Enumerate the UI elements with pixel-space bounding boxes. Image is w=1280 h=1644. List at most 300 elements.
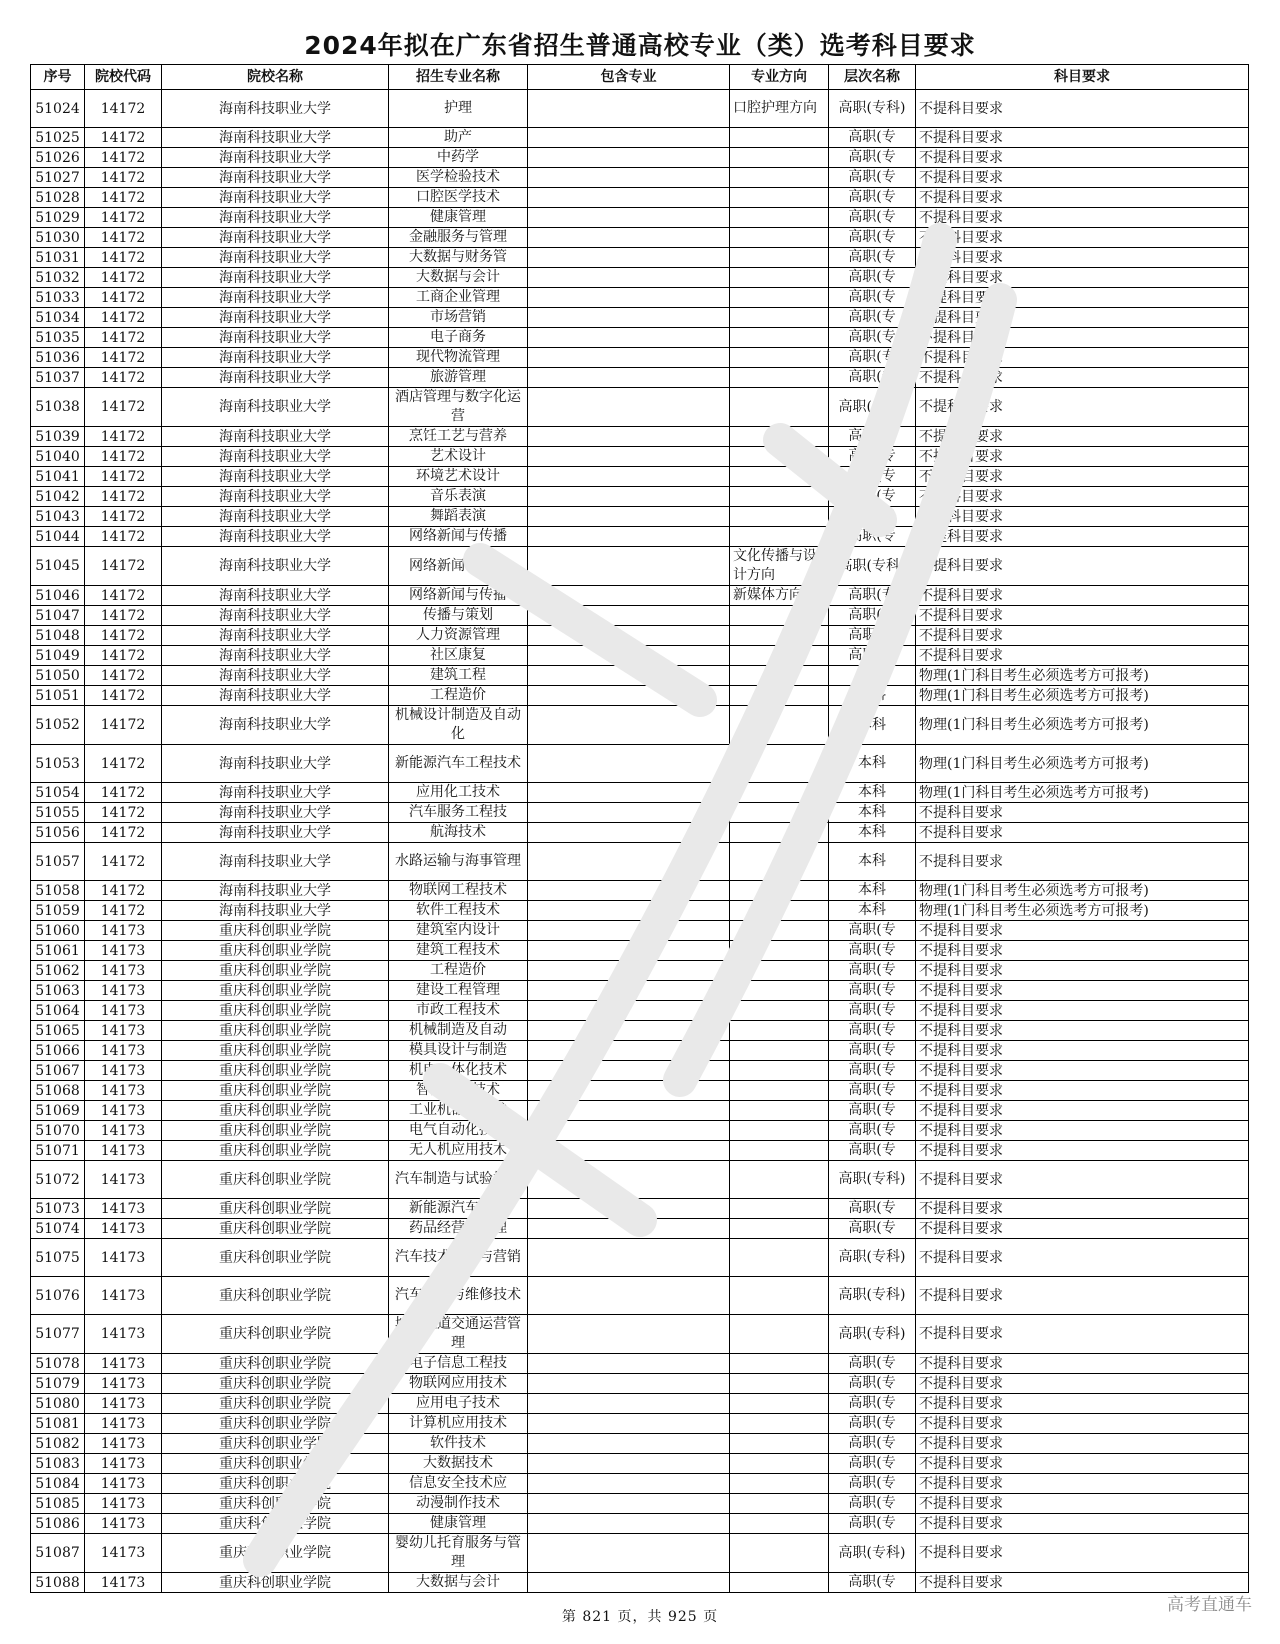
cell-school-code: 14172 [85, 388, 162, 427]
cell-level: 高职(专 [829, 1474, 916, 1494]
cell-included-majors [528, 666, 730, 686]
cell-level: 高职(专 [829, 328, 916, 348]
cell-school-code: 14173 [85, 1277, 162, 1315]
cell-seq: 51051 [31, 686, 85, 706]
cell-direction [730, 1414, 829, 1434]
cell-school-code: 14172 [85, 783, 162, 803]
cell-requirement: 不提科目要求 [916, 961, 1249, 981]
cell-level: 高职(专 [829, 1514, 916, 1534]
cell-included-majors [528, 188, 730, 208]
cell-level: 高职(专 [829, 626, 916, 646]
cell-requirement: 不提科目要求 [916, 1434, 1249, 1454]
cell-major-name: 健康管理 [389, 1514, 528, 1534]
cell-seq: 51041 [31, 467, 85, 487]
cell-school-code: 14172 [85, 228, 162, 248]
cell-level: 高职(专 [829, 1573, 916, 1593]
cell-school-name: 重庆科创职业学院 [162, 1354, 389, 1374]
cell-level: 高职(专 [829, 1354, 916, 1374]
cell-school-name: 海南科技职业大学 [162, 128, 389, 148]
cell-school-name: 海南科技职业大学 [162, 228, 389, 248]
cell-included-majors [528, 706, 730, 745]
cell-major-name: 水路运输与海事管理 [389, 843, 528, 881]
cell-school-name: 海南科技职业大学 [162, 626, 389, 646]
table-row [31, 268, 1249, 288]
cell-seq: 51078 [31, 1354, 85, 1374]
cell-requirement: 不提科目要求 [916, 467, 1249, 487]
cell-major-name: 助产 [389, 128, 528, 148]
cell-school-name: 重庆科创职业学院 [162, 1219, 389, 1239]
cell-school-name: 海南科技职业大学 [162, 467, 389, 487]
cell-level: 本科 [829, 783, 916, 803]
table-row [31, 1101, 1249, 1121]
cell-requirement: 不提科目要求 [916, 1354, 1249, 1374]
page-footer: 第 821 页，共 925 页 [561, 1609, 719, 1625]
cell-requirement: 不提科目要求 [916, 308, 1249, 328]
cell-included-majors [528, 1534, 730, 1573]
cell-included-majors [528, 208, 730, 228]
cell-school-code: 14173 [85, 921, 162, 941]
cell-major-name: 航海技术 [389, 823, 528, 843]
cell-level: 本科 [829, 666, 916, 686]
cell-level: 高职(专 [829, 1001, 916, 1021]
cell-major-name: 工商企业管理 [389, 288, 528, 308]
cell-major-name: 旅游管理 [389, 368, 528, 388]
cell-seq: 51027 [31, 168, 85, 188]
cell-school-name: 重庆科创职业学院 [162, 921, 389, 941]
cell-requirement: 不提科目要求 [916, 168, 1249, 188]
table-row [31, 1434, 1249, 1454]
header-requirement: 科目要求 [916, 65, 1249, 90]
cell-school-name: 重庆科创职业学院 [162, 1061, 389, 1081]
cell-level: 高职(专 [829, 168, 916, 188]
cell-seq: 51030 [31, 228, 85, 248]
cell-school-code: 14173 [85, 1161, 162, 1199]
cell-included-majors [528, 881, 730, 901]
cell-seq: 51060 [31, 921, 85, 941]
cell-seq: 51080 [31, 1394, 85, 1414]
cell-school-code: 14172 [85, 208, 162, 228]
cell-school-name: 重庆科创职业学院 [162, 1374, 389, 1394]
cell-seq: 51063 [31, 981, 85, 1001]
cell-school-code: 14172 [85, 507, 162, 527]
cell-level: 本科 [829, 823, 916, 843]
table-row [31, 90, 1249, 128]
cell-seq: 51025 [31, 128, 85, 148]
cell-included-majors [528, 823, 730, 843]
cell-direction [730, 921, 829, 941]
cell-included-majors [528, 467, 730, 487]
cell-school-name: 海南科技职业大学 [162, 706, 389, 745]
cell-major-name: 软件工程技术 [389, 901, 528, 921]
cell-school-code: 14173 [85, 961, 162, 981]
table-row [31, 248, 1249, 268]
cell-requirement: 不提科目要求 [916, 547, 1249, 586]
cell-major-name: 酒店管理与数字化运营 [389, 388, 528, 427]
cell-direction [730, 1534, 829, 1573]
table-row [31, 188, 1249, 208]
cell-level: 高职(专 [829, 148, 916, 168]
table-row [31, 1121, 1249, 1141]
cell-level: 高职(专 [829, 606, 916, 626]
cell-direction [730, 427, 829, 447]
cell-direction [730, 148, 829, 168]
cell-included-majors [528, 547, 730, 586]
cell-seq: 51029 [31, 208, 85, 228]
cell-requirement: 不提科目要求 [916, 1454, 1249, 1474]
cell-school-name: 重庆科创职业学院 [162, 1141, 389, 1161]
cell-direction [730, 447, 829, 467]
table-row [31, 1374, 1249, 1394]
cell-seq: 51059 [31, 901, 85, 921]
cell-direction [730, 881, 829, 901]
cell-major-name: 电子信息工程技 [389, 1354, 528, 1374]
cell-included-majors [528, 1414, 730, 1434]
cell-seq: 51044 [31, 527, 85, 547]
cell-school-name: 海南科技职业大学 [162, 308, 389, 328]
cell-direction [730, 288, 829, 308]
cell-level: 高职(专 [829, 128, 916, 148]
cell-school-code: 14173 [85, 1081, 162, 1101]
cell-major-name: 汽车检测与维修技术 [389, 1277, 528, 1315]
header-school-code: 院校代码 [85, 65, 162, 90]
cell-major-name: 社区康复 [389, 646, 528, 666]
cell-school-code: 14172 [85, 188, 162, 208]
cell-school-name: 重庆科创职业学院 [162, 1494, 389, 1514]
cell-seq: 51069 [31, 1101, 85, 1121]
cell-included-majors [528, 1101, 730, 1121]
table-row [31, 961, 1249, 981]
cell-major-name: 市政工程技术 [389, 1001, 528, 1021]
cell-school-name: 重庆科创职业学院 [162, 1001, 389, 1021]
cell-major-name: 电子商务 [389, 328, 528, 348]
cell-direction [730, 308, 829, 328]
cell-school-name: 海南科技职业大学 [162, 666, 389, 686]
cell-direction [730, 1199, 829, 1219]
cell-seq: 51057 [31, 843, 85, 881]
cell-school-name: 海南科技职业大学 [162, 168, 389, 188]
cell-seq: 51076 [31, 1277, 85, 1315]
cell-school-name: 海南科技职业大学 [162, 188, 389, 208]
cell-seq: 51072 [31, 1161, 85, 1199]
cell-level: 本科 [829, 686, 916, 706]
cell-school-name: 重庆科创职业学院 [162, 1474, 389, 1494]
cell-major-name: 新能源汽车技术 [389, 1199, 528, 1219]
cell-included-majors [528, 128, 730, 148]
cell-school-name: 海南科技职业大学 [162, 507, 389, 527]
cell-requirement: 不提科目要求 [916, 1061, 1249, 1081]
cell-school-code: 14172 [85, 487, 162, 507]
cell-requirement: 不提科目要求 [916, 1315, 1249, 1354]
cell-direction [730, 901, 829, 921]
cell-level: 高职(专 [829, 1494, 916, 1514]
cell-level: 高职(专 [829, 1199, 916, 1219]
cell-major-name: 网络新闻与传播 [389, 527, 528, 547]
cell-school-name: 重庆科创职业学院 [162, 961, 389, 981]
cell-school-code: 14172 [85, 427, 162, 447]
table-row [31, 1514, 1249, 1534]
cell-requirement: 不提科目要求 [916, 606, 1249, 626]
cell-seq: 51058 [31, 881, 85, 901]
table-row [31, 1394, 1249, 1414]
cell-requirement: 不提科目要求 [916, 921, 1249, 941]
cell-direction [730, 128, 829, 148]
cell-direction [730, 1219, 829, 1239]
table-row [31, 1573, 1249, 1593]
cell-level: 高职(专 [829, 348, 916, 368]
cell-school-code: 14172 [85, 686, 162, 706]
cell-requirement: 不提科目要求 [916, 188, 1249, 208]
cell-direction [730, 626, 829, 646]
cell-level: 高职(专 [829, 1081, 916, 1101]
cell-requirement: 不提科目要求 [916, 368, 1249, 388]
table-row [31, 208, 1249, 228]
cell-major-name: 烹饪工艺与营养 [389, 427, 528, 447]
cell-level: 高职(专 [829, 188, 916, 208]
cell-major-name: 计算机应用技术 [389, 1414, 528, 1434]
cell-school-code: 14172 [85, 447, 162, 467]
table-row [31, 803, 1249, 823]
cell-included-majors [528, 626, 730, 646]
cell-included-majors [528, 783, 730, 803]
table-row [31, 427, 1249, 447]
cell-included-majors [528, 921, 730, 941]
cell-level: 高职(专 [829, 921, 916, 941]
cell-level: 高职(专 [829, 961, 916, 981]
cell-level: 高职(专 [829, 268, 916, 288]
cell-major-name: 城市轨道交通运营管理 [389, 1315, 528, 1354]
cell-school-code: 14173 [85, 1041, 162, 1061]
cell-school-code: 14173 [85, 1219, 162, 1239]
cell-level: 本科 [829, 901, 916, 921]
cell-school-code: 14172 [85, 586, 162, 606]
cell-seq: 51088 [31, 1573, 85, 1593]
cell-direction [730, 646, 829, 666]
table-row [31, 1354, 1249, 1374]
cell-school-name: 重庆科创职业学院 [162, 1514, 389, 1534]
cell-level: 高职(专 [829, 1141, 916, 1161]
table-row [31, 447, 1249, 467]
cell-level: 高职(专 [829, 308, 916, 328]
cell-direction [730, 1494, 829, 1514]
cell-seq: 51049 [31, 646, 85, 666]
cell-major-name: 机械制造及自动 [389, 1021, 528, 1041]
cell-school-name: 海南科技职业大学 [162, 547, 389, 586]
cell-school-name: 海南科技职业大学 [162, 783, 389, 803]
cell-major-name: 机电一体化技术 [389, 1061, 528, 1081]
cell-included-majors [528, 1239, 730, 1277]
cell-level: 高职(专 [829, 487, 916, 507]
cell-seq: 51028 [31, 188, 85, 208]
table-row [31, 328, 1249, 348]
cell-level: 本科 [829, 881, 916, 901]
cell-major-name: 动漫制作技术 [389, 1494, 528, 1514]
cell-direction [730, 1474, 829, 1494]
cell-level: 本科 [829, 803, 916, 823]
cell-direction [730, 1161, 829, 1199]
cell-school-name: 海南科技职业大学 [162, 487, 389, 507]
table-row [31, 1277, 1249, 1315]
cell-seq: 51038 [31, 388, 85, 427]
cell-level: 高职(专科) [829, 1161, 916, 1199]
cell-included-majors [528, 1573, 730, 1593]
cell-level: 高职(专科) [829, 1534, 916, 1573]
cell-level: 高职(专 [829, 941, 916, 961]
cell-requirement: 不提科目要求 [916, 268, 1249, 288]
header-level: 层次名称 [829, 65, 916, 90]
cell-school-code: 14172 [85, 606, 162, 626]
cell-level: 高职(专 [829, 1374, 916, 1394]
cell-school-code: 14173 [85, 1514, 162, 1534]
cell-direction [730, 1434, 829, 1454]
cell-requirement: 不提科目要求 [916, 128, 1249, 148]
cell-level: 高职(专 [829, 981, 916, 1001]
cell-school-name: 海南科技职业大学 [162, 745, 389, 783]
cell-seq: 51073 [31, 1199, 85, 1219]
cell-direction [730, 745, 829, 783]
cell-level: 高职(专 [829, 447, 916, 467]
table-row [31, 1081, 1249, 1101]
cell-included-majors [528, 981, 730, 1001]
cell-major-name: 网络新闻与传播 [389, 547, 528, 586]
cell-direction: 口腔护理方向 [730, 90, 829, 128]
cell-major-name: 护理 [389, 90, 528, 128]
cell-seq: 51045 [31, 547, 85, 586]
cell-school-code: 14173 [85, 1199, 162, 1219]
cell-direction [730, 706, 829, 745]
cell-school-code: 14173 [85, 1474, 162, 1494]
cell-school-code: 14172 [85, 706, 162, 745]
table-row [31, 901, 1249, 921]
cell-school-name: 重庆科创职业学院 [162, 981, 389, 1001]
cell-school-code: 14173 [85, 1454, 162, 1474]
cell-included-majors [528, 1061, 730, 1081]
table-row [31, 168, 1249, 188]
cell-direction [730, 527, 829, 547]
cell-seq: 51055 [31, 803, 85, 823]
table-row [31, 823, 1249, 843]
cell-seq: 51024 [31, 90, 85, 128]
cell-requirement: 不提科目要求 [916, 1219, 1249, 1239]
cell-requirement: 物理(1门科目考生必须选考方可报考) [916, 686, 1249, 706]
header-school-name: 院校名称 [162, 65, 389, 90]
cell-level: 高职(专 [829, 1219, 916, 1239]
cell-included-majors [528, 228, 730, 248]
cell-school-code: 14173 [85, 1494, 162, 1514]
cell-school-name: 海南科技职业大学 [162, 248, 389, 268]
cell-school-code: 14173 [85, 1101, 162, 1121]
cell-school-code: 14172 [85, 467, 162, 487]
cell-major-name: 金融服务与管理 [389, 228, 528, 248]
cell-level: 高职(专 [829, 507, 916, 527]
cell-included-majors [528, 1021, 730, 1041]
cell-direction [730, 168, 829, 188]
cell-level: 高职(专 [829, 527, 916, 547]
cell-school-code: 14172 [85, 90, 162, 128]
cell-school-name: 重庆科创职业学院 [162, 1394, 389, 1414]
cell-seq: 51047 [31, 606, 85, 626]
table-row [31, 527, 1249, 547]
cell-requirement: 不提科目要求 [916, 90, 1249, 128]
cell-school-name: 海南科技职业大学 [162, 268, 389, 288]
cell-major-name: 应用化工技术 [389, 783, 528, 803]
cell-school-code: 14172 [85, 646, 162, 666]
cell-level: 本科 [829, 843, 916, 881]
cell-school-code: 14172 [85, 248, 162, 268]
cell-seq: 51065 [31, 1021, 85, 1041]
cell-school-name: 海南科技职业大学 [162, 388, 389, 427]
cell-school-name: 海南科技职业大学 [162, 208, 389, 228]
cell-school-code: 14173 [85, 1534, 162, 1573]
cell-major-name: 工业机器人技术 [389, 1101, 528, 1121]
cell-requirement: 不提科目要求 [916, 427, 1249, 447]
cell-school-code: 14172 [85, 348, 162, 368]
cell-requirement: 不提科目要求 [916, 1121, 1249, 1141]
table-row [31, 128, 1249, 148]
cell-direction [730, 1061, 829, 1081]
cell-major-name: 建筑工程技术 [389, 941, 528, 961]
table-row [31, 783, 1249, 803]
cell-seq: 51052 [31, 706, 85, 745]
cell-school-name: 重庆科创职业学院 [162, 1315, 389, 1354]
cell-included-majors [528, 348, 730, 368]
cell-level: 高职(专 [829, 646, 916, 666]
cell-major-name: 新能源汽车工程技术 [389, 745, 528, 783]
cell-school-code: 14172 [85, 881, 162, 901]
table-row [31, 467, 1249, 487]
cell-school-name: 重庆科创职业学院 [162, 1434, 389, 1454]
table-row [31, 646, 1249, 666]
cell-requirement: 不提科目要求 [916, 288, 1249, 308]
cell-included-majors [528, 745, 730, 783]
table-row [31, 981, 1249, 1001]
cell-direction [730, 1454, 829, 1474]
cell-included-majors [528, 1454, 730, 1474]
cell-included-majors [528, 288, 730, 308]
cell-school-code: 14172 [85, 168, 162, 188]
cell-school-code: 14172 [85, 128, 162, 148]
cell-seq: 51075 [31, 1239, 85, 1277]
cell-requirement: 不提科目要求 [916, 527, 1249, 547]
cell-major-name: 健康管理 [389, 208, 528, 228]
cell-school-name: 海南科技职业大学 [162, 803, 389, 823]
cell-direction [730, 606, 829, 626]
cell-major-name: 大数据技术 [389, 1454, 528, 1474]
cell-major-name: 大数据与财务管 [389, 248, 528, 268]
cell-school-name: 海南科技职业大学 [162, 368, 389, 388]
cell-direction [730, 823, 829, 843]
cell-major-name: 中药学 [389, 148, 528, 168]
table-row [31, 1239, 1249, 1277]
cell-requirement: 不提科目要求 [916, 1414, 1249, 1434]
table-row [31, 1454, 1249, 1474]
table-row [31, 487, 1249, 507]
cell-requirement: 不提科目要求 [916, 388, 1249, 427]
cell-seq: 51068 [31, 1081, 85, 1101]
cell-seq: 51082 [31, 1434, 85, 1454]
cell-seq: 51087 [31, 1534, 85, 1573]
table-row [31, 288, 1249, 308]
cell-seq: 51064 [31, 1001, 85, 1021]
cell-requirement: 物理(1门科目考生必须选考方可报考) [916, 901, 1249, 921]
cell-included-majors [528, 447, 730, 467]
table-row [31, 745, 1249, 783]
cell-direction [730, 487, 829, 507]
cell-seq: 51079 [31, 1374, 85, 1394]
cell-direction: 新媒体方向 [730, 586, 829, 606]
cell-seq: 51033 [31, 288, 85, 308]
cell-included-majors [528, 328, 730, 348]
cell-major-name: 电气自动化技术 [389, 1121, 528, 1141]
